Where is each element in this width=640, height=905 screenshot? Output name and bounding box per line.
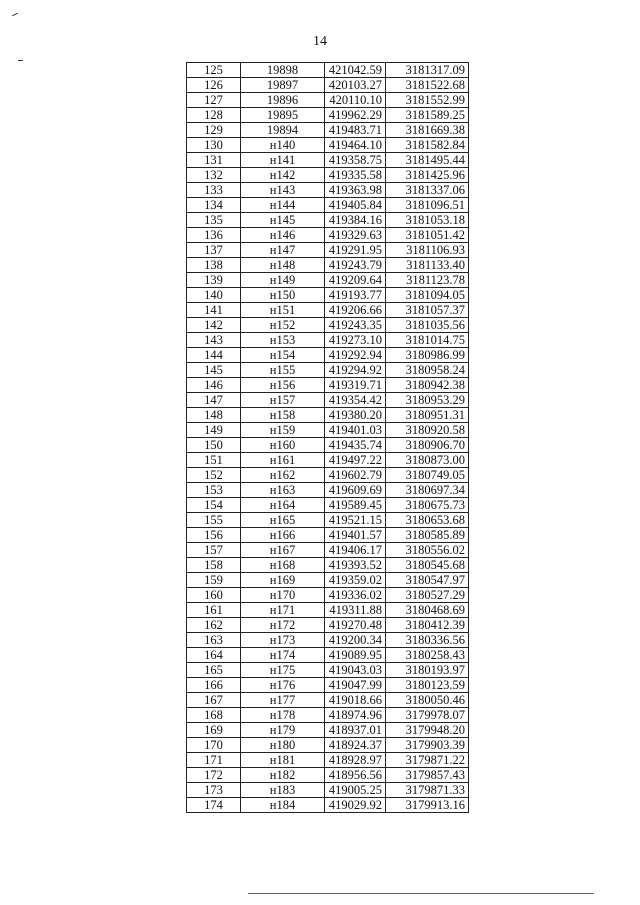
x-coordinate-cell: 419273.10 [325, 333, 386, 348]
table-row [187, 558, 469, 573]
table-row [187, 318, 469, 333]
table-row [187, 783, 469, 798]
y-coordinate-cell: 3180412.39 [386, 618, 469, 633]
x-coordinate-cell: 418928.97 [325, 753, 386, 768]
table-row [187, 123, 469, 138]
point-index-cell: 133 [187, 183, 241, 198]
point-label-cell: н183 [241, 783, 325, 798]
table-row [187, 633, 469, 648]
point-label-cell: н162 [241, 468, 325, 483]
point-label-cell: н179 [241, 723, 325, 738]
x-coordinate-cell: 420103.27 [325, 78, 386, 93]
table-row [187, 168, 469, 183]
point-label-cell: н154 [241, 348, 325, 363]
x-coordinate-cell: 419005.25 [325, 783, 386, 798]
table-row [187, 648, 469, 663]
point-index-cell: 151 [187, 453, 241, 468]
point-label-cell: н174 [241, 648, 325, 663]
point-label-cell: н155 [241, 363, 325, 378]
y-coordinate-cell: 3179948.20 [386, 723, 469, 738]
point-index-cell: 167 [187, 693, 241, 708]
y-coordinate-cell: 3180527.29 [386, 588, 469, 603]
x-coordinate-cell: 419393.52 [325, 558, 386, 573]
point-label-cell: н184 [241, 798, 325, 813]
point-index-cell: 161 [187, 603, 241, 618]
point-index-cell: 171 [187, 753, 241, 768]
point-index-cell: 149 [187, 423, 241, 438]
table-row [187, 63, 469, 78]
point-label-cell: н159 [241, 423, 325, 438]
point-index-cell: 127 [187, 93, 241, 108]
x-coordinate-cell: 419589.45 [325, 498, 386, 513]
point-index-cell: 168 [187, 708, 241, 723]
scan-mark [12, 13, 18, 16]
x-coordinate-cell: 418974.96 [325, 708, 386, 723]
x-coordinate-cell: 419435.74 [325, 438, 386, 453]
x-coordinate-cell: 419335.58 [325, 168, 386, 183]
point-index-cell: 131 [187, 153, 241, 168]
y-coordinate-cell: 3181425.96 [386, 168, 469, 183]
x-coordinate-cell: 419089.95 [325, 648, 386, 663]
table-row [187, 588, 469, 603]
table-row [187, 603, 469, 618]
point-label-cell: 19896 [241, 93, 325, 108]
point-label-cell: н160 [241, 438, 325, 453]
point-index-cell: 136 [187, 228, 241, 243]
x-coordinate-cell: 419497.22 [325, 453, 386, 468]
point-index-cell: 155 [187, 513, 241, 528]
table-row [187, 183, 469, 198]
y-coordinate-cell: 3179871.33 [386, 783, 469, 798]
table-row [187, 408, 469, 423]
y-coordinate-cell: 3181094.05 [386, 288, 469, 303]
point-label-cell: н146 [241, 228, 325, 243]
x-coordinate-cell: 419018.66 [325, 693, 386, 708]
point-index-cell: 156 [187, 528, 241, 543]
table-row [187, 378, 469, 393]
y-coordinate-cell: 3179857.43 [386, 768, 469, 783]
coordinates-table-body [187, 63, 469, 813]
coordinates-table [186, 62, 469, 813]
point-label-cell: н168 [241, 558, 325, 573]
page-number: 14 [313, 34, 327, 49]
table-row [187, 78, 469, 93]
y-coordinate-cell: 3181057.37 [386, 303, 469, 318]
point-label-cell: н163 [241, 483, 325, 498]
y-coordinate-cell: 3180953.29 [386, 393, 469, 408]
point-index-cell: 152 [187, 468, 241, 483]
table-row [187, 678, 469, 693]
point-label-cell: н147 [241, 243, 325, 258]
point-index-cell: 170 [187, 738, 241, 753]
table-row [187, 348, 469, 363]
table-row [187, 513, 469, 528]
x-coordinate-cell: 419401.03 [325, 423, 386, 438]
x-coordinate-cell: 419363.98 [325, 183, 386, 198]
point-label-cell: н161 [241, 453, 325, 468]
y-coordinate-cell: 3180468.69 [386, 603, 469, 618]
y-coordinate-cell: 3181495.44 [386, 153, 469, 168]
point-label-cell: н181 [241, 753, 325, 768]
point-label-cell: н156 [241, 378, 325, 393]
x-coordinate-cell: 419292.94 [325, 348, 386, 363]
x-coordinate-cell: 419243.35 [325, 318, 386, 333]
y-coordinate-cell: 3181317.09 [386, 63, 469, 78]
x-coordinate-cell: 419029.92 [325, 798, 386, 813]
y-coordinate-cell: 3180942.38 [386, 378, 469, 393]
x-coordinate-cell: 419200.34 [325, 633, 386, 648]
y-coordinate-cell: 3181053.18 [386, 213, 469, 228]
point-label-cell: н167 [241, 543, 325, 558]
table-row [187, 708, 469, 723]
point-label-cell: н175 [241, 663, 325, 678]
table-row [187, 798, 469, 813]
table-row [187, 528, 469, 543]
point-index-cell: 148 [187, 408, 241, 423]
point-label-cell: н170 [241, 588, 325, 603]
bottom-rule [248, 893, 594, 894]
x-coordinate-cell: 419243.79 [325, 258, 386, 273]
y-coordinate-cell: 3180697.34 [386, 483, 469, 498]
x-coordinate-cell: 419354.42 [325, 393, 386, 408]
point-index-cell: 169 [187, 723, 241, 738]
x-coordinate-cell: 419291.95 [325, 243, 386, 258]
table-row [187, 618, 469, 633]
y-coordinate-cell: 3181051.42 [386, 228, 469, 243]
point-index-cell: 146 [187, 378, 241, 393]
x-coordinate-cell: 419043.03 [325, 663, 386, 678]
table-row [187, 138, 469, 153]
table-row [187, 498, 469, 513]
point-index-cell: 134 [187, 198, 241, 213]
point-index-cell: 150 [187, 438, 241, 453]
x-coordinate-cell: 419406.17 [325, 543, 386, 558]
point-index-cell: 159 [187, 573, 241, 588]
table-row [187, 93, 469, 108]
table-row [187, 768, 469, 783]
x-coordinate-cell: 419270.48 [325, 618, 386, 633]
point-label-cell: н157 [241, 393, 325, 408]
point-label-cell: н149 [241, 273, 325, 288]
point-label-cell: н172 [241, 618, 325, 633]
point-label-cell: н141 [241, 153, 325, 168]
table-row [187, 573, 469, 588]
x-coordinate-cell: 418956.56 [325, 768, 386, 783]
point-label-cell: 19898 [241, 63, 325, 78]
point-label-cell: н178 [241, 708, 325, 723]
x-coordinate-cell: 419311.88 [325, 603, 386, 618]
x-coordinate-cell: 419609.69 [325, 483, 386, 498]
table-row [187, 663, 469, 678]
y-coordinate-cell: 3180906.70 [386, 438, 469, 453]
y-coordinate-cell: 3180675.73 [386, 498, 469, 513]
y-coordinate-cell: 3180123.59 [386, 678, 469, 693]
point-label-cell: н171 [241, 603, 325, 618]
point-label-cell: н142 [241, 168, 325, 183]
y-coordinate-cell: 3179978.07 [386, 708, 469, 723]
table-row [187, 423, 469, 438]
table-row [187, 453, 469, 468]
point-label-cell: н150 [241, 288, 325, 303]
point-label-cell: н166 [241, 528, 325, 543]
y-coordinate-cell: 3181123.78 [386, 273, 469, 288]
x-coordinate-cell: 419464.10 [325, 138, 386, 153]
y-coordinate-cell: 3180958.24 [386, 363, 469, 378]
point-index-cell: 147 [187, 393, 241, 408]
point-label-cell: н140 [241, 138, 325, 153]
point-index-cell: 153 [187, 483, 241, 498]
table-row [187, 438, 469, 453]
y-coordinate-cell: 3180545.68 [386, 558, 469, 573]
y-coordinate-cell: 3180873.00 [386, 453, 469, 468]
table-row [187, 693, 469, 708]
y-coordinate-cell: 3180556.02 [386, 543, 469, 558]
x-coordinate-cell: 420110.10 [325, 93, 386, 108]
y-coordinate-cell: 3180050.46 [386, 693, 469, 708]
point-label-cell: н153 [241, 333, 325, 348]
table-row [187, 363, 469, 378]
point-index-cell: 138 [187, 258, 241, 273]
y-coordinate-cell: 3179913.16 [386, 798, 469, 813]
point-label-cell: н182 [241, 768, 325, 783]
x-coordinate-cell: 419405.84 [325, 198, 386, 213]
table-row [187, 393, 469, 408]
x-coordinate-cell: 419602.79 [325, 468, 386, 483]
point-index-cell: 130 [187, 138, 241, 153]
y-coordinate-cell: 3180585.89 [386, 528, 469, 543]
table-row [187, 108, 469, 123]
y-coordinate-cell: 3181014.75 [386, 333, 469, 348]
point-label-cell: 19897 [241, 78, 325, 93]
point-label-cell: н144 [241, 198, 325, 213]
y-coordinate-cell: 3180653.68 [386, 513, 469, 528]
table-row [187, 243, 469, 258]
table-row [187, 153, 469, 168]
x-coordinate-cell: 419359.02 [325, 573, 386, 588]
point-label-cell: н177 [241, 693, 325, 708]
point-index-cell: 132 [187, 168, 241, 183]
y-coordinate-cell: 3179871.22 [386, 753, 469, 768]
point-index-cell: 143 [187, 333, 241, 348]
table-row [187, 753, 469, 768]
point-label-cell: н143 [241, 183, 325, 198]
table-row [187, 273, 469, 288]
point-label-cell: н151 [241, 303, 325, 318]
point-index-cell: 157 [187, 543, 241, 558]
y-coordinate-cell: 3180920.58 [386, 423, 469, 438]
table-row [187, 288, 469, 303]
table-row [187, 468, 469, 483]
point-index-cell: 126 [187, 78, 241, 93]
point-label-cell: н148 [241, 258, 325, 273]
y-coordinate-cell: 3181096.51 [386, 198, 469, 213]
y-coordinate-cell: 3180547.97 [386, 573, 469, 588]
scan-mark [18, 60, 23, 61]
table-row [187, 723, 469, 738]
point-index-cell: 163 [187, 633, 241, 648]
point-index-cell: 162 [187, 618, 241, 633]
x-coordinate-cell: 419329.63 [325, 228, 386, 243]
table-row [187, 198, 469, 213]
x-coordinate-cell: 419401.57 [325, 528, 386, 543]
table-row [187, 258, 469, 273]
point-label-cell: н152 [241, 318, 325, 333]
x-coordinate-cell: 419047.99 [325, 678, 386, 693]
point-index-cell: 166 [187, 678, 241, 693]
table-row [187, 228, 469, 243]
x-coordinate-cell: 419483.71 [325, 123, 386, 138]
point-index-cell: 164 [187, 648, 241, 663]
y-coordinate-cell: 3181106.93 [386, 243, 469, 258]
point-index-cell: 154 [187, 498, 241, 513]
point-index-cell: 174 [187, 798, 241, 813]
x-coordinate-cell: 419962.29 [325, 108, 386, 123]
point-index-cell: 129 [187, 123, 241, 138]
y-coordinate-cell: 3180193.97 [386, 663, 469, 678]
x-coordinate-cell: 421042.59 [325, 63, 386, 78]
y-coordinate-cell: 3181133.40 [386, 258, 469, 273]
y-coordinate-cell: 3181035.56 [386, 318, 469, 333]
point-label-cell: н164 [241, 498, 325, 513]
x-coordinate-cell: 418937.01 [325, 723, 386, 738]
x-coordinate-cell: 419294.92 [325, 363, 386, 378]
point-label-cell: н173 [241, 633, 325, 648]
y-coordinate-cell: 3181552.99 [386, 93, 469, 108]
point-label-cell: н165 [241, 513, 325, 528]
x-coordinate-cell: 419358.75 [325, 153, 386, 168]
point-index-cell: 142 [187, 318, 241, 333]
point-index-cell: 144 [187, 348, 241, 363]
table-row [187, 543, 469, 558]
point-label-cell: 19895 [241, 108, 325, 123]
y-coordinate-cell: 3180336.56 [386, 633, 469, 648]
point-index-cell: 128 [187, 108, 241, 123]
x-coordinate-cell: 419521.15 [325, 513, 386, 528]
x-coordinate-cell: 418924.37 [325, 738, 386, 753]
y-coordinate-cell: 3181582.84 [386, 138, 469, 153]
point-index-cell: 125 [187, 63, 241, 78]
point-label-cell: 19894 [241, 123, 325, 138]
point-index-cell: 140 [187, 288, 241, 303]
point-index-cell: 158 [187, 558, 241, 573]
x-coordinate-cell: 419319.71 [325, 378, 386, 393]
x-coordinate-cell: 419206.66 [325, 303, 386, 318]
point-index-cell: 139 [187, 273, 241, 288]
y-coordinate-cell: 3180986.99 [386, 348, 469, 363]
point-label-cell: н169 [241, 573, 325, 588]
point-label-cell: н145 [241, 213, 325, 228]
y-coordinate-cell: 3181589.25 [386, 108, 469, 123]
y-coordinate-cell: 3180749.05 [386, 468, 469, 483]
y-coordinate-cell: 3180258.43 [386, 648, 469, 663]
point-label-cell: н158 [241, 408, 325, 423]
point-index-cell: 137 [187, 243, 241, 258]
table-row [187, 738, 469, 753]
table-row [187, 303, 469, 318]
y-coordinate-cell: 3181337.06 [386, 183, 469, 198]
y-coordinate-cell: 3181522.68 [386, 78, 469, 93]
point-index-cell: 135 [187, 213, 241, 228]
x-coordinate-cell: 419336.02 [325, 588, 386, 603]
point-index-cell: 172 [187, 768, 241, 783]
y-coordinate-cell: 3180951.31 [386, 408, 469, 423]
point-index-cell: 173 [187, 783, 241, 798]
table-row [187, 483, 469, 498]
x-coordinate-cell: 419380.20 [325, 408, 386, 423]
y-coordinate-cell: 3179903.39 [386, 738, 469, 753]
x-coordinate-cell: 419209.64 [325, 273, 386, 288]
point-index-cell: 165 [187, 663, 241, 678]
table-row [187, 333, 469, 348]
x-coordinate-cell: 419193.77 [325, 288, 386, 303]
y-coordinate-cell: 3181669.38 [386, 123, 469, 138]
point-index-cell: 141 [187, 303, 241, 318]
table-row [187, 213, 469, 228]
x-coordinate-cell: 419384.16 [325, 213, 386, 228]
point-label-cell: н176 [241, 678, 325, 693]
point-index-cell: 145 [187, 363, 241, 378]
point-label-cell: н180 [241, 738, 325, 753]
point-index-cell: 160 [187, 588, 241, 603]
